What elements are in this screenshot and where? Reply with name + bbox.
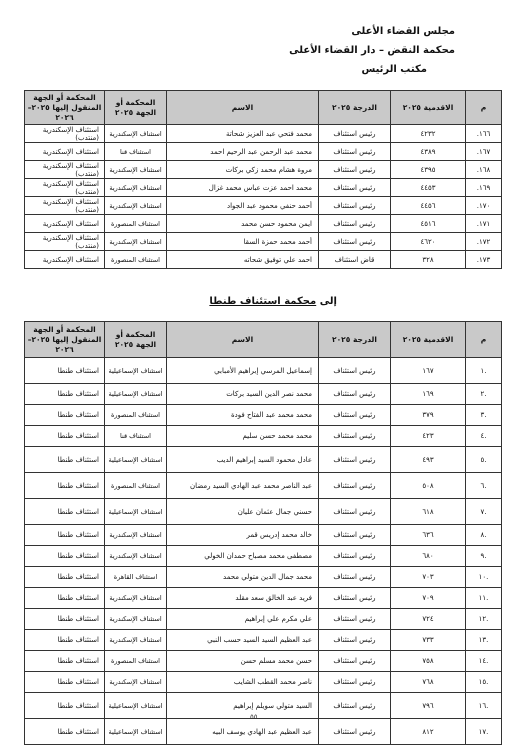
table-row [25,630,502,651]
row-dest: استئناف الإسكندرية (منتدب) [25,197,105,215]
row-source: استئناف الإسماعيلية [105,447,167,473]
transfers-table-tanta [24,321,502,745]
row-name: مصطفى محمد مصباح حمدان الخولي [167,546,319,567]
row-seniority: ٧٠٣ [391,567,466,588]
table-row [25,179,502,197]
table-row [25,609,502,630]
row-source: استئناف الإسكندرية [105,525,167,546]
row-dest: استئناف طنطا [25,546,105,567]
table-row [25,405,502,426]
table-row [25,588,502,609]
row-name: محمد نصر الدين السيد بركات [167,384,319,405]
table-row [25,719,502,745]
row-num: ١٦٧. [466,143,502,161]
row-seniority: ٤٩٣ [391,447,466,473]
table-row [25,143,502,161]
row-num: .٤ [466,426,502,447]
row-source: استئناف الإسكندرية [105,546,167,567]
row-source: استئناف الإسكندرية [105,609,167,630]
row-rank: رئيس استئناف [319,473,391,499]
row-dest: استئناف طنطا [25,567,105,588]
row-dest: استئناف طنطا [25,588,105,609]
row-dest: استئناف طنطا [25,719,105,745]
row-num: ١٧٢. [466,233,502,251]
row-seniority: ١٦٧ [391,358,466,384]
row-name: خالد محمد إدريس قمر [167,525,319,546]
row-rank: رئيس استئناف [319,693,391,719]
row-seniority: ٦١٨ [391,499,466,525]
row-dest: استئناف طنطا [25,405,105,426]
row-num: .٧ [466,499,502,525]
row-seniority: ٨١٢ [391,719,466,745]
col-header-num: م [466,91,502,125]
section-prefix: إلى [319,296,337,307]
row-name: مروة هشام محمد زكي بركات [167,161,319,179]
table-row [25,233,502,251]
row-source: استئناف الإسكندرية [105,161,167,179]
row-rank: رئيس استئناف [319,546,391,567]
table-header-row [25,91,502,125]
row-seniority: ٧٠٩ [391,588,466,609]
table-row [25,546,502,567]
row-seniority: ٥٠٨ [391,473,466,499]
row-rank: قاض استئناف [319,251,391,269]
office-title: مكتب الرئيس [361,64,427,75]
table-row [25,426,502,447]
row-dest: استئناف الإسكندرية (منتدب) [25,161,105,179]
table-row [25,499,502,525]
row-source: استئناف المنصورة [105,651,167,672]
row-name: عبد العظيم السيد السيد حسب النبي [167,630,319,651]
table-row [25,525,502,546]
row-rank: رئيس استئناف [319,358,391,384]
row-rank: رئيس استئناف [319,499,391,525]
row-dest: استئناف الإسكندرية (منتدب) [25,233,105,251]
col-header-source: المحكمة أو الجهة ٢٠٢٥ [105,91,167,125]
row-dest: استئناف الإسكندرية [25,251,105,269]
row-dest: استئناف طنطا [25,609,105,630]
row-seniority: ٤٢٣ [391,426,466,447]
row-name: محمد محمد حسن سليم [167,426,319,447]
court-title: محكمة النقض – دار القضاء الأعلى [289,45,455,56]
row-source: استئناف القاهرة [105,567,167,588]
row-num: .١٥ [466,672,502,693]
row-seniority: ٤٥١٦ [391,215,466,233]
row-rank: رئيس استئناف [319,405,391,426]
col-header-dest: المحكمة أو الجهة المنقول إليها ٢٠٢٥–٢٠٢٦ [25,91,105,125]
row-rank: رئيس استئناف [319,609,391,630]
row-num: ١٧٠. [466,197,502,215]
row-rank: رئيس استئناف [319,630,391,651]
row-name: محمد فتحي عبد العزيز شحاتة [167,125,319,143]
row-source: استئناف الإسماعيلية [105,384,167,405]
table-body [25,125,502,269]
row-num: .٩ [466,546,502,567]
col-header-num: م [466,322,502,358]
row-source: استئناف الإسكندرية [105,233,167,251]
row-name: محمد جمال الدين متولي محمد [167,567,319,588]
row-dest: استئناف طنطا [25,447,105,473]
table-row [25,215,502,233]
row-dest: استئناف طنطا [25,426,105,447]
row-rank: رئيس استئناف [319,197,391,215]
row-source: استئناف قنا [105,143,167,161]
row-dest: استئناف الإسكندرية [25,143,105,161]
table-row [25,447,502,473]
row-rank: رئيس استئناف [319,384,391,405]
row-num: .١٧ [466,719,502,745]
row-name: عادل محمود السيد إبراهيم الديب [167,447,319,473]
table-row [25,651,502,672]
row-num: .١ [466,358,502,384]
row-name: فريد عبد الخالق سعد مقلد [167,588,319,609]
row-source: استئناف المنصورة [105,215,167,233]
row-rank: رئيس استئناف [319,447,391,473]
row-num: .٨ [466,525,502,546]
row-seniority: ٤٣٨٩ [391,143,466,161]
row-rank: رئيس استئناف [319,143,391,161]
col-header-source: المحكمة أو الجهة ٢٠٢٥ [105,322,167,358]
row-seniority: ٤٢٣٢ [391,125,466,143]
row-source: استئناف الإسكندرية [105,197,167,215]
row-source: استئناف الإسماعيلية [105,693,167,719]
section-title [209,296,337,307]
row-name: عبد العظيم عبد الهادي يوسف البيه [167,719,319,745]
row-rank: رئيس استئناف [319,233,391,251]
row-source: استئناف المنصورة [105,405,167,426]
row-source: استئناف الإسكندرية [105,179,167,197]
row-dest: استئناف طنطا [25,358,105,384]
row-rank: رئيس استئناف [319,161,391,179]
row-num: .١٠ [466,567,502,588]
row-source: استئناف المنصورة [105,251,167,269]
row-source: استئناف قنا [105,426,167,447]
table-row [25,567,502,588]
row-seniority: ٧٩٦ [391,693,466,719]
row-name: محمد عبد الرحمن عبد الرحيم احمد [167,143,319,161]
row-seniority: ١٦٩ [391,384,466,405]
document-header [289,22,455,79]
col-header-seniority: الاقدمية ٢٠٢٥ [391,91,466,125]
col-header-seniority: الاقدمية ٢٠٢٥ [391,322,466,358]
row-name: عبد الناصر محمد عبد الهادي السيد رمضان [167,473,319,499]
row-dest: استئناف طنطا [25,672,105,693]
row-name: إسماعيل المرسي إبراهيم الأمبابي [167,358,319,384]
section-court-name: محكمة استئناف طنطا [209,296,317,307]
col-header-name: الاسم [167,91,319,125]
row-name: حسني جمال عثمان عليان [167,499,319,525]
row-rank: رئيس استئناف [319,179,391,197]
table-row [25,358,502,384]
row-seniority: ٤٤٥٣ [391,179,466,197]
row-dest: استئناف طنطا [25,630,105,651]
row-num: .١٤ [466,651,502,672]
table-row [25,251,502,269]
row-dest: استئناف طنطا [25,473,105,499]
row-dest: استئناف طنطا [25,525,105,546]
row-name: ايمن محمود حسن محمد [167,215,319,233]
table-body [25,358,502,745]
row-seniority: ٤٦٢٠ [391,233,466,251]
row-name: السيد متولي سويلم إبراهيم [167,693,319,719]
row-rank: رئيس استئناف [319,672,391,693]
row-source: استئناف الإسماعيلية [105,719,167,745]
row-num: .١٣ [466,630,502,651]
row-num: .٦ [466,473,502,499]
row-seniority: ٧٣٣ [391,630,466,651]
row-dest: استئناف طنطا [25,499,105,525]
row-dest: استئناف طنطا [25,384,105,405]
row-num: ١٦٦. [466,125,502,143]
table-row [25,384,502,405]
row-source: استئناف الإسماعيلية [105,358,167,384]
row-source: استئناف المنصورة [105,473,167,499]
row-seniority: ٣٢٨ [391,251,466,269]
row-name: علي مكرم علي إبراهيم [167,609,319,630]
row-name: احمد علي توفيق شحاته [167,251,319,269]
table-row [25,161,502,179]
row-seniority: ٧٢٤ [391,609,466,630]
row-seniority: ٧٥٨ [391,651,466,672]
row-seniority: ٤٣٩٥ [391,161,466,179]
row-name: حسن محمد مسلم حسن [167,651,319,672]
table-row [25,197,502,215]
council-title: مجلس القضاء الأعلى [351,26,455,37]
row-name: محمد محمد عبد الفتاح فودة [167,405,319,426]
row-rank: رئيس استئناف [319,588,391,609]
row-name: محمد احمد عزت عباس محمد غزال [167,179,319,197]
row-source: استئناف الإسكندرية [105,630,167,651]
row-seniority: ٦٨٠ [391,546,466,567]
row-dest: استئناف طنطا [25,651,105,672]
row-rank: رئيس استئناف [319,651,391,672]
row-num: ١٦٨. [466,161,502,179]
row-dest: استئناف الإسكندرية (منتدب) [25,125,105,143]
page-number: ٥٥ [250,713,258,721]
row-name: أحمد حنفي محمود عبد الجواد [167,197,319,215]
col-header-dest: المحكمة أو الجهة المنقول إليها ٢٠٢٥–٢٠٢٦ [25,322,105,358]
row-rank: رئيس استئناف [319,125,391,143]
row-rank: رئيس استئناف [319,525,391,546]
table-row [25,125,502,143]
row-rank: رئيس استئناف [319,426,391,447]
table-row [25,473,502,499]
table-row [25,672,502,693]
row-num: .٥ [466,447,502,473]
table-row [25,693,502,719]
col-header-name: الاسم [167,322,319,358]
row-dest: استئناف الإسكندرية (منتدب) [25,179,105,197]
row-name: ناصر محمد القطب الشايب [167,672,319,693]
row-name: أحمد محمد حمزة السقا [167,233,319,251]
row-seniority: ٧٦٨ [391,672,466,693]
row-dest: استئناف الإسكندرية [25,215,105,233]
row-num: ١٦٩. [466,179,502,197]
row-rank: رئيس استئناف [319,215,391,233]
row-rank: رئيس استئناف [319,719,391,745]
row-source: استئناف الإسكندرية [105,588,167,609]
row-num: .١٦ [466,693,502,719]
row-num: .٣ [466,405,502,426]
row-seniority: ٣٧٩ [391,405,466,426]
col-header-rank: الدرجة ٢٠٢٥ [319,322,391,358]
row-rank: رئيس استئناف [319,567,391,588]
row-seniority: ٦٣٦ [391,525,466,546]
row-num: .١١ [466,588,502,609]
table-header-row [25,322,502,358]
row-source: استئناف الإسماعيلية [105,499,167,525]
row-num: .١٢ [466,609,502,630]
row-num: ١٧٣. [466,251,502,269]
row-num: ١٧١. [466,215,502,233]
row-source: استئناف الإسكندرية [105,125,167,143]
transfers-table-alexandria [24,90,502,269]
col-header-rank: الدرجة ٢٠٢٥ [319,91,391,125]
row-seniority: ٤٤٥٦ [391,197,466,215]
row-source: استئناف الإسكندرية [105,672,167,693]
row-dest: استئناف طنطا [25,693,105,719]
row-num: .٢ [466,384,502,405]
